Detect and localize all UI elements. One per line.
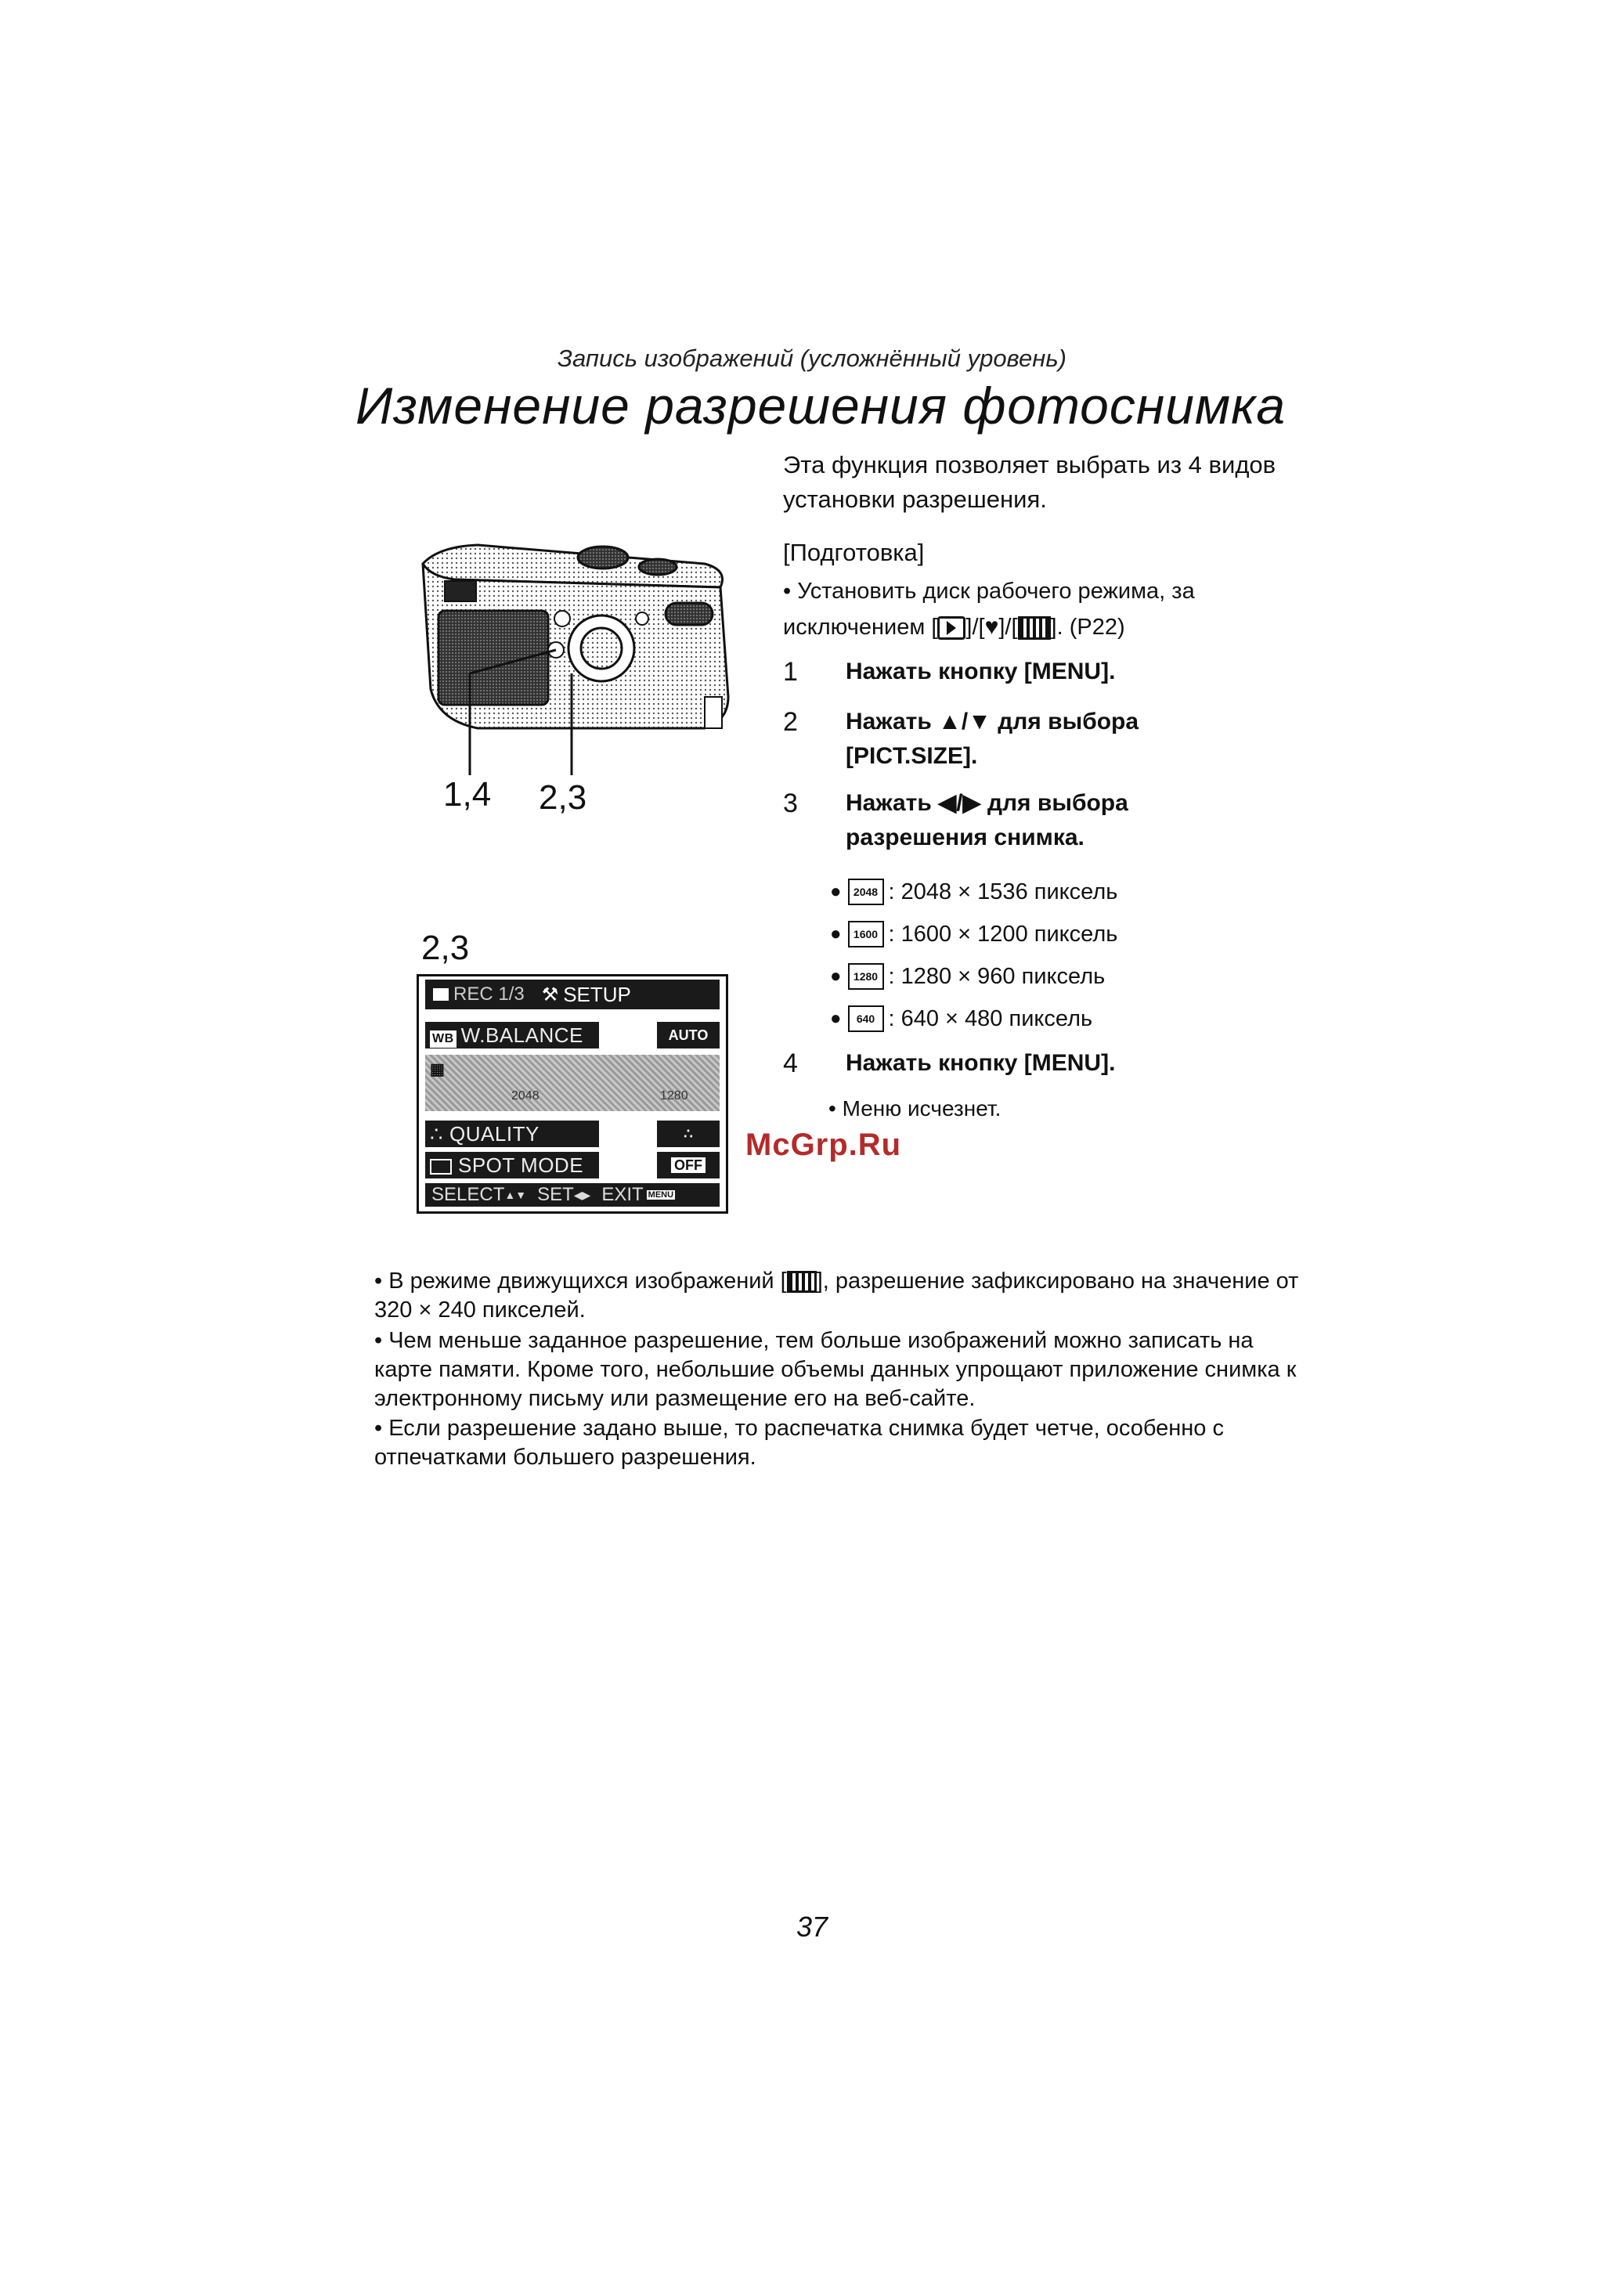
heart-icon: ♥ (984, 614, 999, 640)
pict-size-icon: ▦ (430, 1061, 445, 1078)
step-text: Нажать ◀/▶ для выбора разрешения снимка. (846, 790, 1128, 850)
note-1-prefix: • В режиме движущихся изображений [ (374, 1269, 787, 1294)
resolution-2048-icon: 2048 (848, 879, 884, 905)
resolution-1280-icon: 1280 (848, 963, 884, 990)
lcd-tab-rec: REC 1/3 (453, 984, 525, 1005)
step-2 (783, 705, 1222, 769)
step-3 (783, 786, 1222, 850)
lcd-wb-label: W.BALANCE (460, 1023, 583, 1047)
step-number: 2 (783, 707, 798, 737)
quality-icon: ∴ (430, 1122, 444, 1146)
resolution-text: : 640 × 480 пиксель (888, 1006, 1093, 1031)
lcd-size-left: 2048 (511, 1089, 540, 1103)
lcd-row-wbalance (425, 1022, 720, 1048)
resolution-text: : 1600 × 1200 пиксель (888, 922, 1118, 947)
bullet-icon: ● (830, 965, 842, 987)
lcd-quality-value (657, 1121, 720, 1147)
figure-label-2-3: 2,3 (539, 778, 587, 817)
step-1 (783, 655, 1116, 691)
resolution-1600-icon: 1600 (848, 921, 884, 947)
intro-text: Эта функция позволяет выбрать из 4 видов установки разрешения. (783, 451, 1276, 513)
bullet-icon: ● (830, 881, 842, 902)
step-4-note: • Меню исчезнет. (828, 1096, 1001, 1121)
lcd-wb-label-cell (425, 1022, 599, 1048)
updown-icon: ▲▼ (504, 1189, 527, 1201)
playback-icon (937, 616, 965, 640)
quality-value-icon: ∴ (684, 1126, 693, 1142)
lcd-spot-value-text: OFF (671, 1157, 706, 1173)
note-1-suffix: ], разрешение зафиксировано на значение от 320 × 240 пикселей. (374, 1269, 1299, 1323)
preparation-bullet-suffix: ]. (P22) (1050, 615, 1125, 640)
page-number: 37 (796, 1911, 828, 1943)
lcd-wb-value: AUTO (657, 1022, 720, 1048)
step-number: 3 (783, 789, 798, 818)
film-icon (1018, 616, 1051, 640)
lcd-spot-label-cell (425, 1152, 599, 1178)
spot-icon (430, 1159, 452, 1175)
lcd-quality-label: QUALITY (449, 1122, 540, 1146)
lcd-row-spot-mode (425, 1152, 720, 1178)
page-title: Изменение разрешения фотоснимка (355, 377, 1287, 435)
step-text: Нажать кнопку [MENU]. (846, 659, 1116, 684)
leftright-icon: ◀▶ (573, 1188, 591, 1201)
list-item (830, 913, 1117, 955)
film-icon (787, 1271, 817, 1293)
preparation-sep-1: ]/[ (965, 615, 985, 640)
preparation-bullet (783, 573, 1269, 645)
lcd-row-pict-size (425, 1055, 720, 1111)
lcd-footer (425, 1183, 720, 1207)
lcd-spot-value (657, 1152, 720, 1178)
preparation-label: [Подготовка] (783, 539, 925, 566)
resolution-text: : 2048 × 1536 пиксель (888, 879, 1118, 904)
lcd-spot-label: SPOT MODE (458, 1153, 584, 1177)
note-2: • Чем меньше заданное разрешение, тем больше изображений можно записать на карте памяти. Кроме того, небольшие объемы данных упрощают приложение снимка к электронному письму или размещение его на веб-сайте. (374, 1328, 1297, 1411)
camera-illustration (407, 532, 736, 814)
list-item (830, 955, 1117, 998)
bullet-icon: ● (830, 923, 842, 944)
list-item (830, 871, 1117, 913)
screen-label: 2,3 (421, 929, 470, 967)
step-number: 4 (783, 1048, 798, 1078)
wrench-icon: ⚒ (541, 984, 559, 1005)
watermark: McGrp.Ru (745, 1128, 902, 1162)
step-text: Нажать кнопку [MENU]. (846, 1050, 1116, 1076)
wb-icon: WB (430, 1030, 457, 1048)
lcd-footer-select: SELECT (431, 1184, 505, 1205)
step-number: 1 (783, 657, 798, 687)
bullet-icon: ● (830, 1008, 842, 1029)
lcd-footer-exit: EXIT (601, 1184, 644, 1205)
step-text: Нажать ▲/▼ для выбора [PICT.SIZE]. (846, 709, 1139, 769)
lcd-tab-setup: SETUP (563, 982, 631, 1006)
figure-label-1-4: 1,4 (443, 775, 492, 814)
lcd-quality-label-cell (425, 1121, 599, 1147)
resolution-text: : 1280 × 960 пиксель (888, 964, 1106, 989)
camera-icon (433, 988, 449, 1001)
step-4 (783, 1046, 1222, 1082)
section-subtitle: Запись изображений (усложнённый уровень) (557, 345, 1066, 372)
resolution-list (830, 871, 1117, 1040)
camera-lcd-menu (417, 974, 728, 1214)
lcd-footer-set: SET (537, 1184, 574, 1205)
preparation-bullet-prefix: • Установить диск рабочего режима, за исключением [ (783, 579, 1195, 640)
lcd-row-quality (425, 1121, 720, 1147)
preparation-sep-2: ]/[ (998, 615, 1018, 640)
menu-icon: MENU (648, 1190, 674, 1200)
lcd-tab-bar (425, 980, 720, 1009)
note-1 (374, 1267, 1314, 1325)
note-3: • Если разрешение задано выше, то распечатка снимка будет четче, особенно с отпечатками большего разрешения. (374, 1416, 1224, 1470)
list-item (830, 998, 1117, 1040)
resolution-640-icon: 640 (848, 1005, 884, 1032)
lcd-size-right: 1280 (660, 1089, 688, 1103)
